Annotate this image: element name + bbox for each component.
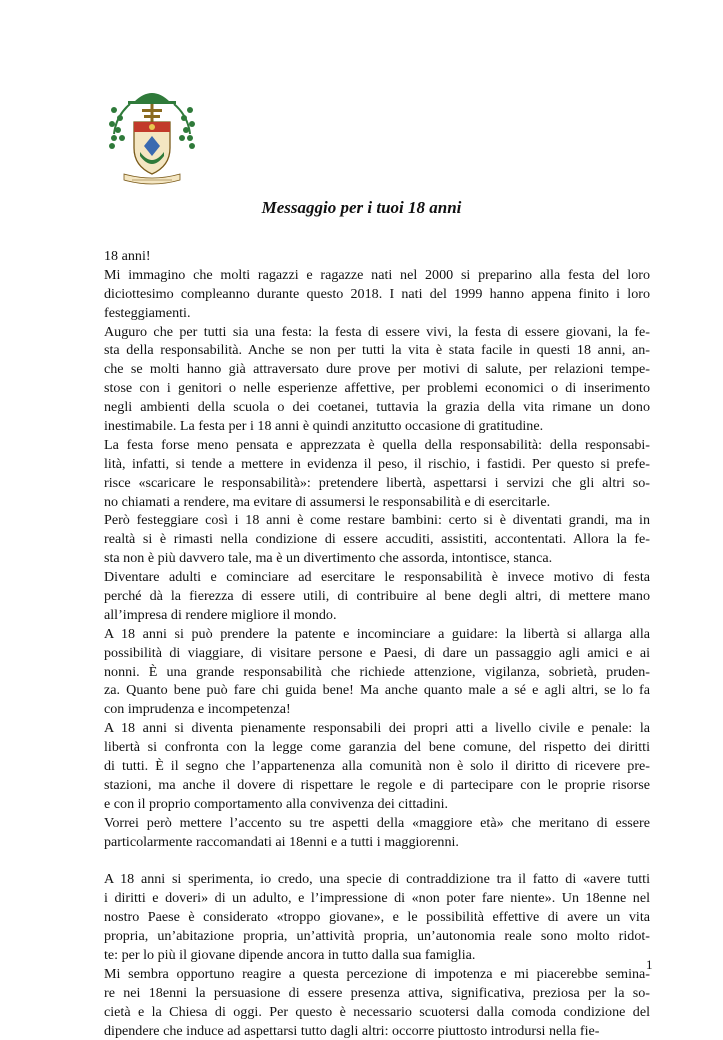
paragraph — [104, 247, 650, 266]
text-line: sta non è più davvero tale, ma è un divertimento che assorda, intontisce, stanca. — [104, 550, 553, 567]
text-line: che se molti hanno già attraversato dure prove per motivi di salute, per relazioni tempe- — [104, 361, 650, 378]
text-line: nostro Paese è considerato «troppo giovane», e le possibilità effettive di avere un vita — [104, 909, 650, 926]
text-line: possibilità di viaggiare, di visitare persone e Paesi, di dare un passaggio agli amici e ai — [104, 644, 650, 661]
text-line: particolarmente raccomandati ai 18enni e a tutti i maggiorenni. — [104, 833, 459, 850]
text-line: i diritti e doveri» di un adulto, e l’impressione di «non poter fare niente». Un 18enne nel — [104, 890, 650, 907]
paragraph — [104, 965, 650, 1040]
text-line: dipendere che induce ad aspettarsi tutto dagli altri: occorre piuttosto introdursi nella fie- — [104, 1022, 600, 1039]
text-line: stose con i genitori o nelle esperienze affettive, per problemi economici o di inserimento — [104, 380, 650, 397]
document-title: Messaggio per i tuoi 18 anni — [261, 198, 462, 217]
text-line: Auguro che per tutti sia una festa: la festa di essere vivi, la festa di essere giovani, la fe- — [104, 323, 650, 340]
text-line: A 18 anni si diventa pienamente responsabili dei propri atti a livello civile e penale: la — [104, 720, 650, 737]
paragraph — [104, 436, 650, 512]
text-line: negli ambienti della scuola o dei coetanei, tuttavia la grazia della vita rimane un dono — [104, 399, 650, 416]
text-line: Diventare adulti e cominciare ad esercitare le responsabilità è invece motivo di festa — [104, 569, 650, 586]
coat-of-arms-icon — [104, 82, 200, 188]
text-line: re nei 18enni la persuasione di essere presenza attiva, significativa, preziosa per la so- — [104, 984, 650, 1001]
text-line: perché dà la fierezza di essere utili, di contribuire al bene degli altri, di mettere mano — [104, 588, 650, 605]
text-line: La festa forse meno pensata e apprezzata è quella della responsabilità: della responsabi- — [104, 436, 650, 453]
text-line: Vorrei però mettere l’accento su tre aspetti della «maggiore età» che meritano di essere — [104, 814, 650, 831]
text-line: di tutti. È il segno che l’appartenenza alla comunità non è solo il diritto di ricevere pre- — [104, 758, 650, 775]
page-number: 1 — [646, 957, 653, 972]
text-line: sta della responsabilità. Anche se non per tutti la vita è stata facile in questi 18 anni, an- — [104, 342, 650, 359]
text-line: libertà si confronta con la legge come garanzia del bene comune, del rispetto dei diritti — [104, 739, 650, 756]
text-line: cietà e la Chiesa di oggi. Per questo è necessario scuotersi dalla comoda condizione del — [104, 1003, 650, 1020]
text-line: realtà si è rimasti nella condizione di essere accuditi, assistiti, accontentati. Allora la fe- — [104, 531, 650, 548]
paragraph — [104, 266, 650, 323]
paragraph — [104, 719, 650, 813]
text-line: 18 anni! — [104, 248, 151, 264]
paragraph — [104, 511, 650, 568]
paragraph — [104, 323, 650, 436]
text-line: festeggiamenti. — [104, 304, 191, 321]
paragraph-spacer — [104, 852, 650, 871]
document-body — [104, 247, 650, 1040]
text-line: za. Quanto bene può fare chi guida bene! Ma anche quanto male a sé e agli altri, se lo fa — [104, 682, 650, 699]
text-line: stazioni, ma anche il dovere di rispettare le regole e di partecipare con le proprie risorse — [104, 776, 650, 793]
text-line: con imprudenza e incompetenza! — [104, 701, 291, 718]
text-line: Mi sembra opportuno reagire a questa percezione di impotenza e mi piacerebbe semina- — [104, 965, 650, 982]
text-line: A 18 anni si sperimenta, io credo, una specie di contraddizione tra il fatto di «avere tutti — [104, 871, 650, 888]
text-line: propria, un’abitazione propria, un’attività propria, un’autonomia reale sono molto ridot- — [104, 928, 650, 945]
text-line: nonni. È una grande responsabilità che richiede attenzione, vigilanza, sobrietà, pruden- — [104, 663, 650, 680]
text-line: inestimabile. La festa per i 18 anni è quindi anzitutto occasione di gratitudine. — [104, 418, 544, 435]
text-line: risce «scaricare le responsabilità»: pretendere libertà, aspettarsi i servizi che gli altri so- — [104, 474, 650, 491]
text-line: A 18 anni si può prendere la patente e incominciare a guidare: la libertà si allarga alla — [104, 625, 650, 642]
text-line: no chiamati a rendere, ma evitare di assumersi le responsabilità e di esercitarle. — [104, 493, 551, 510]
text-line: lità, infatti, si tende a mettere in evidenza il peso, il rischio, i fastidi. Per questo si prefe- — [104, 455, 650, 472]
paragraph — [104, 814, 650, 852]
paragraph — [104, 625, 650, 719]
paragraph — [104, 870, 650, 964]
text-line: e con il proprio comportamento alla convivenza dei cittadini. — [104, 795, 449, 812]
text-line: te: per lo più il giovane dipende ancora in tutto dalla sua famiglia. — [104, 946, 476, 963]
text-line: diciottesimo compleanno durante questo 2018. I nati del 1999 hanno appena finito i loro — [104, 285, 650, 302]
paragraph — [104, 568, 650, 625]
text-line: Però festeggiare così i 18 anni è come restare bambini: certo si è diventati grandi, ma in — [104, 512, 650, 529]
text-line: Mi immagino che molti ragazzi e ragazze nati nel 2000 si preparino alla festa del loro — [104, 266, 650, 283]
text-line: all’impresa di rendere migliore il mondo. — [104, 606, 337, 623]
